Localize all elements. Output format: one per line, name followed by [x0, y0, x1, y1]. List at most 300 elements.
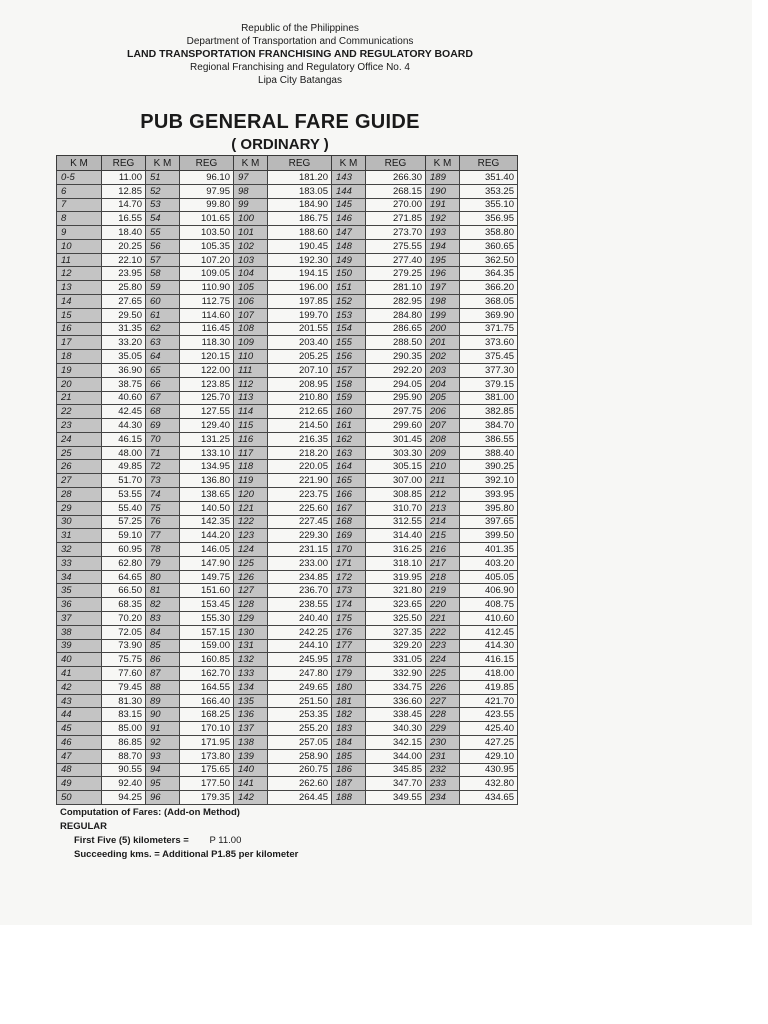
km-cell: 58	[146, 267, 180, 281]
reg-fare-cell: 262.60	[268, 777, 332, 791]
reg-fare-cell: 62.80	[102, 556, 146, 570]
km-cell: 217	[426, 556, 460, 570]
km-cell: 62	[146, 322, 180, 336]
reg-fare-cell: 412.45	[460, 625, 518, 639]
km-cell: 85	[146, 639, 180, 653]
reg-fare-cell: 377.30	[460, 363, 518, 377]
km-cell: 75	[146, 501, 180, 515]
km-cell: 25	[57, 446, 102, 460]
km-cell: 116	[234, 432, 268, 446]
km-cell: 10	[57, 239, 102, 253]
table-row	[57, 722, 518, 736]
table-row	[57, 322, 518, 336]
reg-fare-cell: 97.95	[180, 184, 234, 198]
km-cell: 136	[234, 708, 268, 722]
reg-fare-cell: 319.95	[366, 570, 426, 584]
km-cell: 15	[57, 308, 102, 322]
table-row	[57, 584, 518, 598]
km-cell: 123	[234, 529, 268, 543]
km-cell: 109	[234, 336, 268, 350]
km-cell: 92	[146, 736, 180, 750]
km-cell: 91	[146, 722, 180, 736]
table-row	[57, 487, 518, 501]
km-cell: 143	[332, 171, 366, 185]
reg-fare-cell: 240.40	[268, 612, 332, 626]
reg-fare-cell: 73.90	[102, 639, 146, 653]
reg-fare-cell: 94.25	[102, 791, 146, 805]
reg-fare-cell: 312.55	[366, 515, 426, 529]
header-board: LAND TRANSPORTATION FRANCHISING AND REGULATORY BOARD	[127, 48, 473, 60]
km-cell: 179	[332, 667, 366, 681]
km-cell: 96	[146, 791, 180, 805]
reg-fare-cell: 371.75	[460, 322, 518, 336]
reg-fare-cell: 338.45	[366, 708, 426, 722]
km-cell: 175	[332, 612, 366, 626]
reg-fare-cell: 110.90	[180, 281, 234, 295]
reg-fare-cell: 353.25	[460, 184, 518, 198]
reg-fare-cell: 258.90	[268, 749, 332, 763]
table-row	[57, 529, 518, 543]
table-row	[57, 460, 518, 474]
table-row	[57, 377, 518, 391]
km-cell: 94	[146, 763, 180, 777]
reg-fare-cell: 275.55	[366, 239, 426, 253]
km-cell: 97	[234, 171, 268, 185]
km-cell: 16	[57, 322, 102, 336]
km-cell: 117	[234, 446, 268, 460]
km-cell: 35	[57, 584, 102, 598]
reg-fare-cell: 129.40	[180, 419, 234, 433]
reg-fare-cell: 170.10	[180, 722, 234, 736]
reg-fare-cell: 392.10	[460, 474, 518, 488]
km-cell: 43	[57, 694, 102, 708]
km-cell: 13	[57, 281, 102, 295]
km-cell: 181	[332, 694, 366, 708]
reg-fare-cell: 360.65	[460, 239, 518, 253]
km-cell: 191	[426, 198, 460, 212]
km-cell: 37	[57, 612, 102, 626]
reg-fare-cell: 238.55	[268, 598, 332, 612]
reg-column-header: REG	[366, 156, 426, 171]
reg-fare-cell: 208.95	[268, 377, 332, 391]
table-header-row	[57, 156, 518, 171]
reg-fare-cell: 105.35	[180, 239, 234, 253]
reg-fare-cell: 166.40	[180, 694, 234, 708]
reg-fare-cell: 327.35	[366, 625, 426, 639]
table-row	[57, 171, 518, 185]
table-row	[57, 308, 518, 322]
reg-fare-cell: 369.90	[460, 308, 518, 322]
page-subtitle: ( ORDINARY )	[231, 136, 329, 153]
km-cell: 154	[332, 322, 366, 336]
km-cell: 68	[146, 405, 180, 419]
reg-fare-cell: 260.75	[268, 763, 332, 777]
km-cell: 139	[234, 749, 268, 763]
reg-fare-cell: 303.30	[366, 446, 426, 460]
reg-fare-cell: 331.05	[366, 653, 426, 667]
km-cell: 171	[332, 556, 366, 570]
reg-fare-cell: 349.55	[366, 791, 426, 805]
km-column-header: K M	[146, 156, 180, 171]
km-cell: 144	[332, 184, 366, 198]
km-cell: 213	[426, 501, 460, 515]
km-cell: 203	[426, 363, 460, 377]
km-cell: 114	[234, 405, 268, 419]
km-cell: 142	[234, 791, 268, 805]
km-cell: 192	[426, 212, 460, 226]
reg-fare-cell: 25.80	[102, 281, 146, 295]
km-cell: 178	[332, 653, 366, 667]
reg-fare-cell: 286.65	[366, 322, 426, 336]
table-row	[57, 763, 518, 777]
reg-fare-cell: 295.90	[366, 391, 426, 405]
table-row	[57, 694, 518, 708]
reg-fare-cell: 292.20	[366, 363, 426, 377]
km-cell: 216	[426, 543, 460, 557]
km-cell: 12	[57, 267, 102, 281]
table-row	[57, 336, 518, 350]
fare-table	[56, 155, 518, 805]
reg-fare-cell: 179.35	[180, 791, 234, 805]
reg-fare-cell: 382.85	[460, 405, 518, 419]
reg-fare-cell: 109.05	[180, 267, 234, 281]
reg-fare-cell: 86.85	[102, 736, 146, 750]
reg-fare-cell: 138.65	[180, 487, 234, 501]
km-cell: 46	[57, 736, 102, 750]
reg-fare-cell: 273.70	[366, 226, 426, 240]
reg-fare-cell: 162.70	[180, 667, 234, 681]
km-cell: 47	[57, 749, 102, 763]
reg-fare-cell: 68.35	[102, 598, 146, 612]
reg-fare-cell: 325.50	[366, 612, 426, 626]
reg-fare-cell: 190.45	[268, 239, 332, 253]
reg-fare-cell: 40.60	[102, 391, 146, 405]
reg-fare-cell: 342.15	[366, 736, 426, 750]
table-row	[57, 446, 518, 460]
km-cell: 55	[146, 226, 180, 240]
reg-fare-cell: 225.60	[268, 501, 332, 515]
reg-fare-cell: 316.25	[366, 543, 426, 557]
km-cell: 234	[426, 791, 460, 805]
km-cell: 54	[146, 212, 180, 226]
table-row	[57, 363, 518, 377]
km-cell: 224	[426, 653, 460, 667]
reg-fare-cell: 223.75	[268, 487, 332, 501]
reg-fare-cell: 429.10	[460, 749, 518, 763]
table-row	[57, 281, 518, 295]
reg-fare-cell: 136.80	[180, 474, 234, 488]
reg-fare-cell: 216.35	[268, 432, 332, 446]
reg-fare-cell: 271.85	[366, 212, 426, 226]
reg-fare-cell: 386.55	[460, 432, 518, 446]
table-row	[57, 419, 518, 433]
table-row	[57, 198, 518, 212]
table-row	[57, 570, 518, 584]
reg-fare-cell: 194.15	[268, 267, 332, 281]
km-cell: 29	[57, 501, 102, 515]
reg-fare-cell: 192.30	[268, 253, 332, 267]
km-cell: 128	[234, 598, 268, 612]
table-row	[57, 680, 518, 694]
km-cell: 106	[234, 295, 268, 309]
km-cell: 86	[146, 653, 180, 667]
reg-fare-cell: 397.65	[460, 515, 518, 529]
reg-fare-cell: 81.30	[102, 694, 146, 708]
km-cell: 8	[57, 212, 102, 226]
reg-fare-cell: 123.85	[180, 377, 234, 391]
reg-fare-cell: 203.40	[268, 336, 332, 350]
km-cell: 214	[426, 515, 460, 529]
table-row	[57, 625, 518, 639]
reg-fare-cell: 171.95	[180, 736, 234, 750]
reg-fare-cell: 251.50	[268, 694, 332, 708]
reg-fare-cell: 323.65	[366, 598, 426, 612]
table-body	[57, 171, 518, 805]
table-row	[57, 267, 518, 281]
km-cell: 74	[146, 487, 180, 501]
reg-fare-cell: 384.70	[460, 419, 518, 433]
reg-fare-cell: 288.50	[366, 336, 426, 350]
reg-fare-cell: 33.20	[102, 336, 146, 350]
reg-fare-cell: 157.15	[180, 625, 234, 639]
reg-fare-cell: 181.20	[268, 171, 332, 185]
km-cell: 173	[332, 584, 366, 598]
km-cell: 36	[57, 598, 102, 612]
km-cell: 79	[146, 556, 180, 570]
table-row	[57, 239, 518, 253]
km-cell: 212	[426, 487, 460, 501]
reg-fare-cell: 221.90	[268, 474, 332, 488]
reg-fare-cell: 432.80	[460, 777, 518, 791]
km-cell: 51	[146, 171, 180, 185]
reg-fare-cell: 31.35	[102, 322, 146, 336]
km-cell: 157	[332, 363, 366, 377]
reg-fare-cell: 133.10	[180, 446, 234, 460]
reg-fare-cell: 153.45	[180, 598, 234, 612]
km-cell: 77	[146, 529, 180, 543]
km-cell: 137	[234, 722, 268, 736]
reg-column-header: REG	[102, 156, 146, 171]
km-cell: 162	[332, 432, 366, 446]
km-cell: 149	[332, 253, 366, 267]
km-cell: 78	[146, 543, 180, 557]
km-cell: 223	[426, 639, 460, 653]
reg-fare-cell: 427.25	[460, 736, 518, 750]
km-cell: 45	[57, 722, 102, 736]
header-location: Lipa City Batangas	[258, 75, 342, 86]
km-column-header: K M	[332, 156, 366, 171]
reg-column-header: REG	[460, 156, 518, 171]
km-cell: 151	[332, 281, 366, 295]
reg-fare-cell: 362.50	[460, 253, 518, 267]
km-cell: 82	[146, 598, 180, 612]
km-cell: 231	[426, 749, 460, 763]
km-cell: 59	[146, 281, 180, 295]
km-cell: 64	[146, 350, 180, 364]
km-cell: 105	[234, 281, 268, 295]
km-cell: 113	[234, 391, 268, 405]
km-cell: 174	[332, 598, 366, 612]
km-cell: 186	[332, 763, 366, 777]
reg-fare-cell: 12.85	[102, 184, 146, 198]
reg-column-header: REG	[268, 156, 332, 171]
km-cell: 70	[146, 432, 180, 446]
km-cell: 118	[234, 460, 268, 474]
reg-fare-cell: 336.60	[366, 694, 426, 708]
succeeding-km-line: Succeeding kms. = Additional P1.85 per kilometer	[74, 849, 299, 860]
km-cell: 138	[234, 736, 268, 750]
km-cell: 76	[146, 515, 180, 529]
reg-fare-cell: 212.65	[268, 405, 332, 419]
km-cell: 131	[234, 639, 268, 653]
table-row	[57, 598, 518, 612]
km-cell: 63	[146, 336, 180, 350]
km-cell: 160	[332, 405, 366, 419]
reg-fare-cell: 220.05	[268, 460, 332, 474]
km-cell: 172	[332, 570, 366, 584]
km-cell: 169	[332, 529, 366, 543]
reg-fare-cell: 51.70	[102, 474, 146, 488]
reg-fare-cell: 55.40	[102, 501, 146, 515]
reg-fare-cell: 381.00	[460, 391, 518, 405]
reg-fare-cell: 144.20	[180, 529, 234, 543]
reg-fare-cell: 164.55	[180, 680, 234, 694]
km-cell: 201	[426, 336, 460, 350]
reg-fare-cell: 305.15	[366, 460, 426, 474]
km-cell: 33	[57, 556, 102, 570]
km-column-header: K M	[234, 156, 268, 171]
reg-fare-cell: 42.45	[102, 405, 146, 419]
km-cell: 211	[426, 474, 460, 488]
km-cell: 134	[234, 680, 268, 694]
km-cell: 0-5	[57, 171, 102, 185]
km-cell: 24	[57, 432, 102, 446]
reg-fare-cell: 299.60	[366, 419, 426, 433]
reg-fare-cell: 408.75	[460, 598, 518, 612]
km-cell: 20	[57, 377, 102, 391]
reg-fare-cell: 75.75	[102, 653, 146, 667]
km-cell: 125	[234, 556, 268, 570]
km-cell: 232	[426, 763, 460, 777]
reg-fare-cell: 227.45	[268, 515, 332, 529]
reg-fare-cell: 205.25	[268, 350, 332, 364]
km-cell: 23	[57, 419, 102, 433]
reg-fare-cell: 107.20	[180, 253, 234, 267]
km-cell: 170	[332, 543, 366, 557]
km-cell: 197	[426, 281, 460, 295]
km-cell: 22	[57, 405, 102, 419]
reg-fare-cell: 201.55	[268, 322, 332, 336]
reg-fare-cell: 38.75	[102, 377, 146, 391]
reg-fare-cell: 196.00	[268, 281, 332, 295]
km-cell: 53	[146, 198, 180, 212]
km-cell: 183	[332, 722, 366, 736]
km-cell: 103	[234, 253, 268, 267]
km-cell: 188	[332, 791, 366, 805]
reg-fare-cell: 351.40	[460, 171, 518, 185]
reg-fare-cell: 29.50	[102, 308, 146, 322]
km-cell: 146	[332, 212, 366, 226]
reg-fare-cell: 177.50	[180, 777, 234, 791]
km-cell: 6	[57, 184, 102, 198]
reg-fare-cell: 264.45	[268, 791, 332, 805]
reg-fare-cell: 358.80	[460, 226, 518, 240]
reg-fare-cell: 233.00	[268, 556, 332, 570]
km-cell: 133	[234, 667, 268, 681]
reg-fare-cell: 279.25	[366, 267, 426, 281]
table-row	[57, 391, 518, 405]
km-cell: 228	[426, 708, 460, 722]
reg-fare-cell: 329.20	[366, 639, 426, 653]
reg-fare-cell: 53.55	[102, 487, 146, 501]
reg-fare-cell: 308.85	[366, 487, 426, 501]
table-row	[57, 432, 518, 446]
reg-fare-cell: 140.50	[180, 501, 234, 515]
km-cell: 196	[426, 267, 460, 281]
fare-computation-notes	[60, 806, 298, 862]
km-cell: 152	[332, 295, 366, 309]
km-cell: 50	[57, 791, 102, 805]
km-cell: 87	[146, 667, 180, 681]
km-cell: 185	[332, 749, 366, 763]
reg-fare-cell: 125.70	[180, 391, 234, 405]
km-cell: 7	[57, 198, 102, 212]
km-cell: 115	[234, 419, 268, 433]
reg-fare-cell: 207.10	[268, 363, 332, 377]
reg-fare-cell: 395.80	[460, 501, 518, 515]
reg-fare-cell: 173.80	[180, 749, 234, 763]
km-cell: 218	[426, 570, 460, 584]
km-cell: 200	[426, 322, 460, 336]
km-cell: 130	[234, 625, 268, 639]
reg-fare-cell: 49.85	[102, 460, 146, 474]
reg-fare-cell: 388.40	[460, 446, 518, 460]
reg-fare-cell: 249.65	[268, 680, 332, 694]
reg-fare-cell: 268.15	[366, 184, 426, 198]
km-cell: 61	[146, 308, 180, 322]
reg-fare-cell: 284.80	[366, 308, 426, 322]
document-header	[0, 22, 600, 87]
reg-fare-cell: 116.45	[180, 322, 234, 336]
reg-fare-cell: 355.10	[460, 198, 518, 212]
reg-fare-cell: 48.00	[102, 446, 146, 460]
km-cell: 209	[426, 446, 460, 460]
reg-fare-cell: 149.75	[180, 570, 234, 584]
km-cell: 210	[426, 460, 460, 474]
km-cell: 199	[426, 308, 460, 322]
table-row	[57, 405, 518, 419]
table-row	[57, 791, 518, 805]
km-cell: 72	[146, 460, 180, 474]
table-row	[57, 253, 518, 267]
reg-fare-cell: 184.90	[268, 198, 332, 212]
table-row	[57, 226, 518, 240]
reg-fare-cell: 155.30	[180, 612, 234, 626]
km-cell: 207	[426, 419, 460, 433]
km-cell: 215	[426, 529, 460, 543]
reg-fare-cell: 245.95	[268, 653, 332, 667]
km-cell: 69	[146, 419, 180, 433]
table-row	[57, 556, 518, 570]
km-cell: 147	[332, 226, 366, 240]
km-cell: 221	[426, 612, 460, 626]
km-cell: 168	[332, 515, 366, 529]
reg-fare-cell: 294.05	[366, 377, 426, 391]
km-cell: 150	[332, 267, 366, 281]
reg-fare-cell: 35.05	[102, 350, 146, 364]
km-cell: 67	[146, 391, 180, 405]
reg-fare-cell: 134.95	[180, 460, 234, 474]
